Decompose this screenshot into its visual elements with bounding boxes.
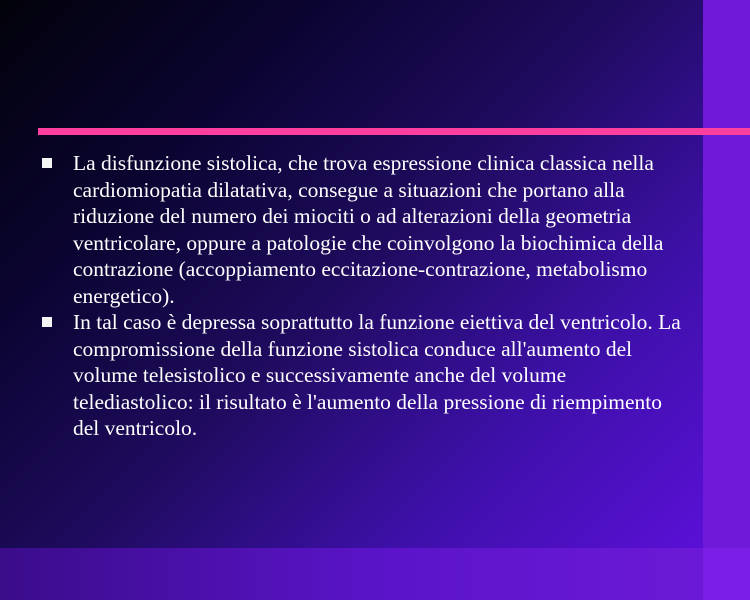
bullet-text: La disfunzione sistolica, che trova espressione clinica classica nella cardiomiopatia dilatativa, consegue a situazioni che portano alla riduzione del numero dei miociti o ad alterazioni della geometria ventricolare, oppure a patologie che coinvolgono la biochimica della contrazione (accoppiamento eccitazione-contrazione, metabolismo energetico).: [73, 151, 664, 308]
right-decorative-bar: [703, 0, 750, 548]
bottom-right-corner: [703, 548, 750, 600]
bullet-list: [42, 150, 682, 442]
list-item: [42, 150, 682, 309]
accent-line: [38, 128, 750, 135]
list-item: [42, 309, 682, 442]
bullet-text: In tal caso è depressa soprattutto la funzione eiettiva del ventricolo. La compromissione della funzione sistolica conduce all'aumento del volume telesistolico e successivamente anche del volume telediastolico: il risultato è l'aumento della pressione di riempimento del ventricolo.: [73, 310, 681, 440]
bottom-decorative-bar: [0, 548, 750, 600]
square-bullet-icon: [42, 158, 52, 168]
square-bullet-icon: [42, 317, 52, 327]
